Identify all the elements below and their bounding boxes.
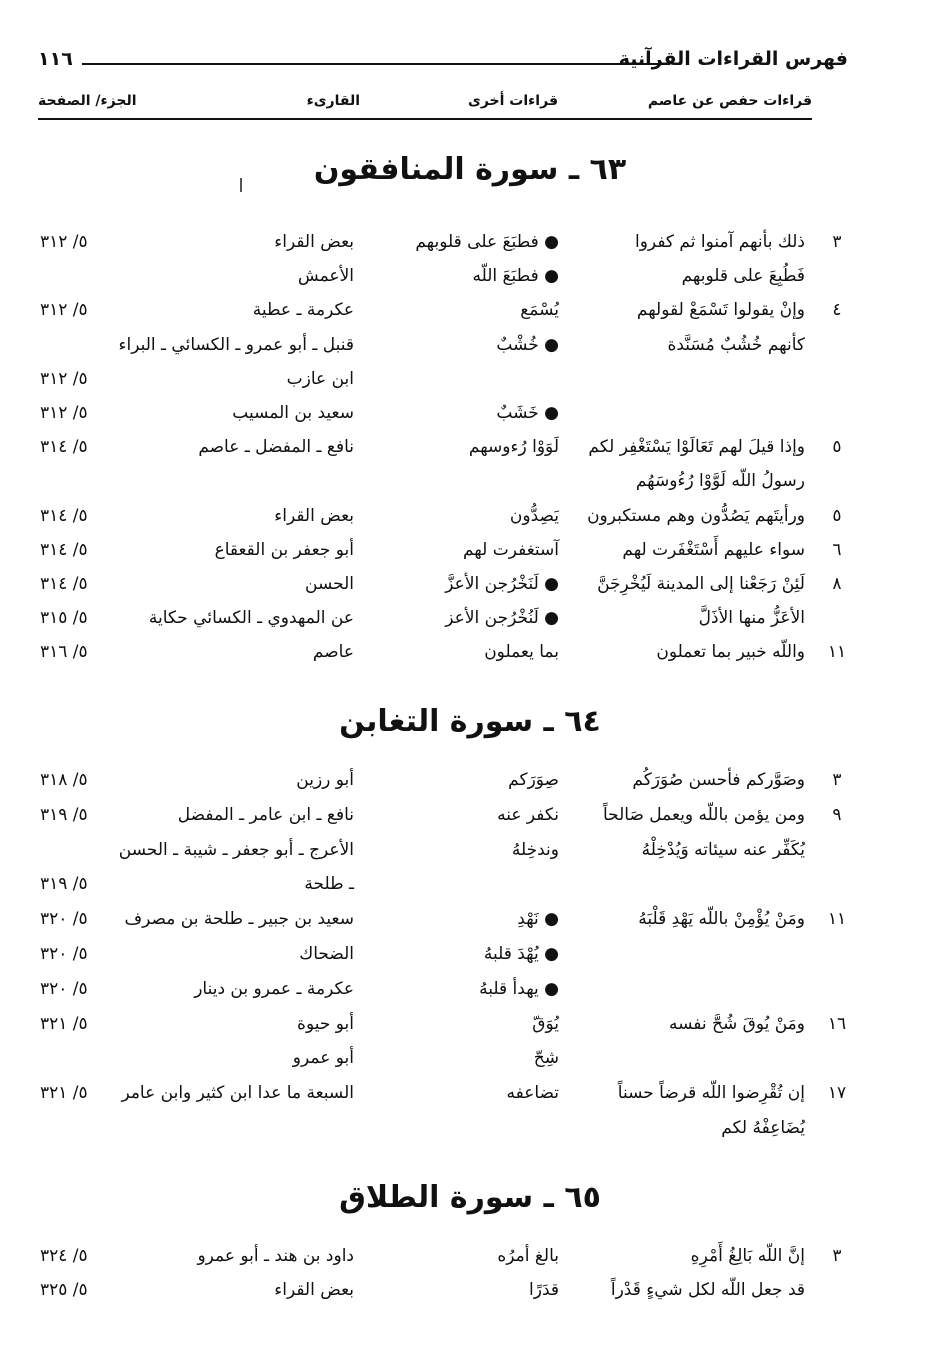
cell-ref: ٥/ ٣٢٠ xyxy=(40,944,88,964)
cell-hafs: سواء عليهم أَسْتَغْفَرت لهم xyxy=(622,540,805,560)
cell-verse: ٣ xyxy=(832,770,842,790)
index-row xyxy=(0,770,940,800)
cell-ref: ٥/ ٣١٢ xyxy=(40,300,88,320)
index-row xyxy=(0,979,940,1009)
cell-ref: ٥/ ٣١٥ xyxy=(40,608,88,628)
cell-reader: ابن عازب xyxy=(286,369,354,389)
index-row xyxy=(0,437,940,467)
column-header-reader: القارىء xyxy=(306,93,360,109)
cell-hafs: وإذا قيلَ لهم تَعَالَوْا يَسْتَغْفِر لكم xyxy=(588,437,805,457)
cell-hafs: كأنهم خُشُبٌ مُسَنَّدة xyxy=(667,335,805,355)
cell-ref: ٥/ ٣١٩ xyxy=(40,805,88,825)
index-row xyxy=(0,266,940,296)
cell-other: ● لَنُخْرُجن الأعز xyxy=(445,608,559,628)
cell-ref: ٥/ ٣١٤ xyxy=(40,437,88,457)
index-row xyxy=(0,642,940,672)
surah-title: ٦٥ ـ سورة الطلاق xyxy=(339,1180,601,1215)
header-rule xyxy=(82,63,670,65)
cell-other: ● خُشْبٌ xyxy=(496,335,559,355)
cell-other: ● فطبَعَ على قلوبهم xyxy=(415,232,559,252)
index-row xyxy=(0,874,940,904)
cell-ref: ٥/ ٣١٦ xyxy=(40,642,88,662)
cell-hafs: وإنْ يقولوا تَسْمَعْ لقولهم xyxy=(636,300,805,320)
column-header-volume-page: الجزء/ الصفحة xyxy=(38,93,137,109)
cell-verse: ٣ xyxy=(832,1246,842,1266)
index-row xyxy=(0,840,940,870)
cell-verse: ٣ xyxy=(832,232,842,252)
index-row xyxy=(0,805,940,835)
column-header-rule xyxy=(38,118,812,120)
cell-other: شِحّ xyxy=(533,1048,559,1068)
index-row xyxy=(0,909,940,939)
cell-reader: داود بن هند ـ أبو عمرو xyxy=(197,1246,354,1266)
index-row xyxy=(0,232,940,262)
cell-verse: ١٦ xyxy=(827,1014,847,1034)
cell-ref: ٥/ ٣٢٤ xyxy=(40,1246,88,1266)
cell-ref: ٥/ ٣٢٠ xyxy=(40,979,88,999)
cell-verse: ١٧ xyxy=(827,1083,847,1103)
cell-ref: ٥/ ٣١٨ xyxy=(40,770,88,790)
page-number: ١١٦ xyxy=(38,48,73,70)
cell-reader: الأعمش xyxy=(297,266,354,286)
cell-verse: ٥ xyxy=(832,437,842,457)
cell-other: يُوَقّ xyxy=(532,1014,559,1034)
cell-other: يُسْمَع xyxy=(520,300,559,320)
cell-verse: ١١ xyxy=(827,642,847,662)
index-row xyxy=(0,1014,940,1044)
index-row xyxy=(0,944,940,974)
cell-hafs: يُضَاعِفْهُ لكم xyxy=(721,1118,805,1138)
cell-hafs: يُكَفِّر عنه سيئاته وَيُدْخِلْهُ xyxy=(641,840,805,860)
cell-reader: بعض القراء xyxy=(274,506,354,526)
cell-hafs: ومن يؤمن باللّه ويعمل صَالحاً xyxy=(602,805,805,825)
column-headers xyxy=(38,93,812,123)
cell-reader: نافع ـ ابن عامر ـ المفضل xyxy=(177,805,354,825)
cell-other: قدَرًا xyxy=(529,1280,559,1300)
cell-reader: عن المهدوي ـ الكسائي حكاية xyxy=(148,608,354,628)
running-title: فهرس القراءات القرآنية xyxy=(618,48,848,70)
cell-reader: عكرمة ـ عطية xyxy=(252,300,354,320)
cell-hafs: الأعَزُّ منها الأذَلَّ xyxy=(698,608,805,628)
index-row xyxy=(0,369,940,399)
cell-hafs: قد جعل اللّه لكل شيءٍ قَدْراً xyxy=(610,1280,805,1300)
cell-other: ● فطبَعَ اللّه xyxy=(472,266,559,286)
cell-other: ● خَشَبٌ xyxy=(496,403,559,423)
cell-hafs: ذلك بأنهم آمنوا ثم كفروا xyxy=(635,232,805,252)
cell-other: صِوَرَكم xyxy=(508,770,559,790)
cell-ref: ٥/ ٣١٢ xyxy=(40,369,88,389)
column-header-hafs: قراءات حفص عن عاصم xyxy=(647,93,812,109)
cell-ref: ٥/ ٣٢١ xyxy=(40,1083,88,1103)
cell-hafs: رسولُ اللّه لَوَّوْا رُءُوسَهُم xyxy=(635,471,805,491)
cell-reader: الضحاك xyxy=(299,944,354,964)
index-row xyxy=(0,506,940,536)
cell-reader: الحسن xyxy=(305,574,354,594)
cell-other: وندخِلهُ xyxy=(511,840,559,860)
cell-reader: عكرمة ـ عمرو بن دينار xyxy=(194,979,354,999)
cell-reader: ـ طلحة xyxy=(304,874,354,894)
cell-verse: ٦ xyxy=(832,540,842,560)
cell-hafs: إن تُقْرِضوا اللّه قرضاً حسناً xyxy=(617,1083,805,1103)
index-row xyxy=(0,540,940,570)
cell-ref: ٥/ ٣١٢ xyxy=(40,232,88,252)
cell-hafs: لَئِنْ رَجَعْنا إلى المدينة لَيُخْرِجَنَّ xyxy=(597,574,805,594)
cell-verse: ٨ xyxy=(832,574,842,594)
cell-reader: أبو عمرو xyxy=(292,1048,354,1068)
cell-other: يَصِدُّون xyxy=(509,506,559,526)
cell-reader: أبو رزين xyxy=(296,770,354,790)
cell-other: آستغفرت لهم xyxy=(462,540,559,560)
index-row xyxy=(0,1048,940,1078)
cell-reader: بعض القراء xyxy=(274,1280,354,1300)
cell-other: ● يُهْدَ قلبهُ xyxy=(483,944,559,964)
cell-reader: بعض القراء xyxy=(274,232,354,252)
cell-hafs: ورأيتَهم يَصُدُّون وهم مستكبرون xyxy=(587,506,805,526)
cell-ref: ٥/ ٣٢٠ xyxy=(40,909,88,929)
cell-reader: سعيد بن جبير ـ طلحة بن مصرف xyxy=(124,909,354,929)
cell-other: ● يهدأ قلبهُ xyxy=(479,979,559,999)
cell-ref: ٥/ ٣٢١ xyxy=(40,1014,88,1034)
cell-hafs: إنَّ اللّه بَالِغُ أَمْرِهِ xyxy=(690,1246,805,1266)
cell-hafs: ومَنْ يُؤْمِنْ باللّه يَهْدِ قَلْبَهُ xyxy=(638,909,805,929)
cell-reader: قنبل ـ أبو عمرو ـ الكسائي ـ البراء xyxy=(118,335,354,355)
cell-other: بالغ أمرُه xyxy=(497,1246,559,1266)
index-row xyxy=(0,1246,940,1276)
cell-ref: ٥/ ٣١٤ xyxy=(40,540,88,560)
cell-verse: ١١ xyxy=(827,909,847,929)
cell-ref: ٥/ ٣٢٥ xyxy=(40,1280,88,1300)
cell-ref: ٥/ ٣١٢ xyxy=(40,403,88,423)
index-row xyxy=(0,403,940,433)
cell-hafs: ومَنْ يُوقَ شُحَّ نفسه xyxy=(669,1014,805,1034)
running-header xyxy=(38,48,848,78)
cell-other: تضاعفه xyxy=(506,1083,559,1103)
cell-other: نكفر عنه xyxy=(497,805,559,825)
cell-hafs: واللّه خبير بما تعملون xyxy=(656,642,805,662)
column-header-other-readings: قراءات أخرى xyxy=(467,93,558,109)
cell-reader: عاصم xyxy=(312,642,354,662)
cell-other: لَوَوْا رُءوسهم xyxy=(468,437,559,457)
cell-reader: السبعة ما عدا ابن كثير وابن عامر xyxy=(121,1083,354,1103)
index-row xyxy=(0,1280,940,1310)
cell-other: ● نَهْدِ xyxy=(517,909,559,929)
cell-hafs: وصَوَّركم فأحسن صُوَرَكُم xyxy=(632,770,805,790)
index-row xyxy=(0,1118,940,1148)
cell-other: ● لَنَخْرُجن الأعزَّ xyxy=(445,574,559,594)
index-row xyxy=(0,608,940,638)
cell-reader: سعيد بن المسيب xyxy=(232,403,354,423)
index-row xyxy=(0,1083,940,1113)
cell-reader: أبو حيوة xyxy=(297,1014,354,1034)
cell-reader: الأعرج ـ أبو جعفر ـ شيبة ـ الحسن xyxy=(118,840,354,860)
index-row xyxy=(0,335,940,365)
index-row xyxy=(0,471,940,501)
cell-verse: ٩ xyxy=(832,805,842,825)
index-row xyxy=(0,574,940,604)
cell-reader: نافع ـ المفضل ـ عاصم xyxy=(198,437,354,457)
cell-ref: ٥/ ٣١٤ xyxy=(40,574,88,594)
surah-title: ٦٣ ـ سورة المنافقون xyxy=(313,152,627,187)
cell-ref: ٥/ ٣١٤ xyxy=(40,506,88,526)
cell-verse: ٤ xyxy=(832,300,842,320)
cell-reader: أبو جعفر بن القعقاع xyxy=(214,540,354,560)
cell-other: بما يعملون xyxy=(484,642,559,662)
cell-ref: ٥/ ٣١٩ xyxy=(40,874,88,894)
cell-hafs: فَطُبِعَ على قلوبهم xyxy=(681,266,805,286)
cell-verse: ٥ xyxy=(832,506,842,526)
surah-title: ٦٤ ـ سورة التغابن xyxy=(339,704,601,739)
index-row xyxy=(0,300,940,330)
